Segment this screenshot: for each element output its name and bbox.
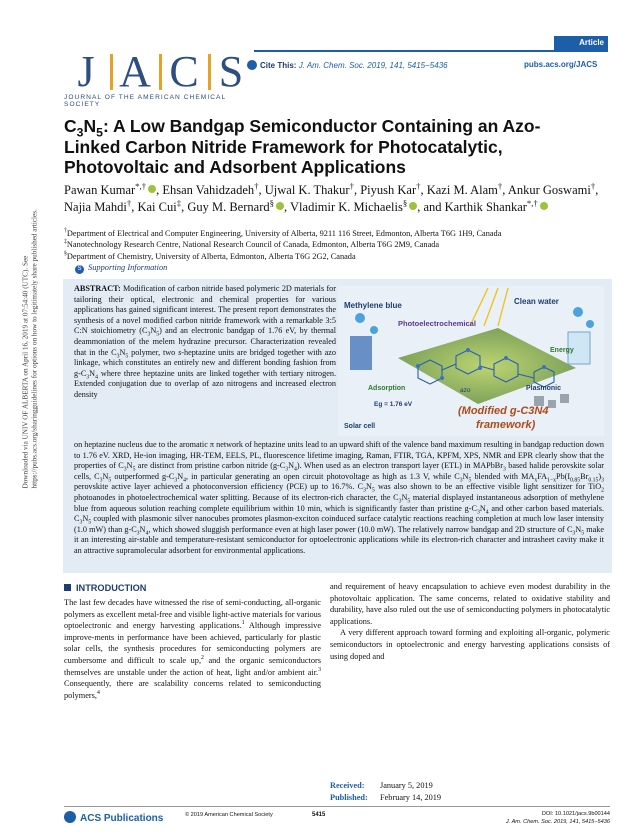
toc-label-solar: Solar cell: [344, 423, 376, 430]
orcid-icon[interactable]: [276, 202, 284, 210]
author-affiliation-mark: *,†: [526, 197, 538, 208]
acs-logo-icon: [64, 811, 76, 823]
logo-subtitle: JOURNAL OF THE AMERICAN CHEMICAL SOCIETY: [64, 94, 226, 108]
affiliation-1: †Department of Electrical and Computer Engineering, University of Alberta, 9211 116 Street, Edmonton, Alberta T6G 1H9, Canada: [64, 228, 502, 238]
article-type-badge: Article: [554, 36, 608, 50]
received-label: Received:: [330, 781, 365, 790]
abstract-text-top: ABSTRACT: Modification of carbon nitride based polymeric 2D materials for tailoring their optical, electronic and chemical properties for various applications has gained significant interest. The present report demonstrates the synthesis of a novel modified carbon nitride framework with a remarkable 3:5 C:N stoichiometry $(C_3N_5)$ and an electronic bandgap of 1.76 eV, by thermal deammoniation of the melem hydrazine precursor. Characterization revealed that in the $C_3N_5$ polymer, two s-heptazine units are bridged together with azo linkage, which constitutes an entirely new and different bonding fashion from $g-C_3N_4$ where three heptazine units are linked together with tertiary nitrogen. Extended conjugation due to overlap of azo nitrogens and increased electron density: [74, 284, 337, 399]
doi-link[interactable]: DOI: 10.1021/jacs.9b00144: [541, 811, 610, 817]
logo-letter-j: J: [77, 47, 95, 96]
toc-label-framework: framework): [476, 419, 536, 431]
download-note: Downloaded via UNIV OF ALBERTA on April 16, 2019 at 07:54:40 (UTC). See https://pubs.acs.org/sharingguidelines for options on how to legitimately share published articles.: [21, 209, 38, 489]
logo-letter-a: A: [119, 47, 151, 96]
journal-url-link[interactable]: pubs.acs.org/JACS: [524, 60, 598, 69]
toc-graphic[interactable]: [338, 286, 604, 436]
intro-column-left: The last few decades have witnessed the rise of semi-conducting, all-organic polymers as excellent metal-free and visible light-active materials for various optoelectronic and energy harvesting applications.$^1$ Although impressive improve-ments in performance have been achieved, particularly for plastic solar cells, the synthesis procedures for semiconducting polymers are cumbersome and difficult to scale up,$^2$ and the organic semiconductors themselves are unstable under the action of heat, light and/or ambient air.$^3$ Consequently, there are scalability concerns related to semiconducting polymers,$^4$: [64, 598, 321, 700]
author-name[interactable]: Piyush Kar†: [360, 180, 421, 197]
acs-publications-logo[interactable]: ACS Publications: [64, 811, 163, 824]
toc-label-photoelectrochemical: Photoelectrochemical: [398, 319, 476, 328]
author-affiliation-mark: †: [126, 197, 132, 208]
author-name[interactable]: Ehsan Vahidzadeh†: [162, 180, 259, 197]
author-affiliation-mark: †: [349, 180, 354, 191]
affiliations: [64, 228, 604, 262]
supporting-information-link[interactable]: S Supporting Information: [75, 263, 167, 274]
orcid-icon[interactable]: [409, 202, 417, 210]
cite-icon: [247, 60, 257, 70]
footer-rule: [64, 806, 610, 807]
author-list: Pawan Kumar*,† , Ehsan Vahidzadeh†, Ujwal K. Thakur†, Piyush Kar†, Kazi M. Alam†, Ankur Goswami†, Najia Mahdi†, Kai Cui‡, Guy M. Bernard§ , Vladimir K. Michaelis§ , and Karthik Shankar*,†: [64, 180, 599, 214]
orcid-icon[interactable]: [540, 202, 548, 210]
methylene-blue-beaker-icon: [350, 336, 372, 370]
supporting-info-icon: S: [75, 265, 84, 274]
jacs-logo[interactable]: [64, 47, 250, 108]
footer-journal-ref: J. Am. Chem. Soc. 2019, 141, 5415−5436: [505, 818, 610, 825]
toc-label-plasmonic: Plasmonic: [526, 385, 562, 392]
author-name[interactable]: and Karthik Shankar*,†: [423, 200, 547, 214]
author-name[interactable]: Kai Cui‡: [137, 197, 182, 214]
doi-block[interactable]: [470, 811, 610, 826]
author-name[interactable]: Guy M. Bernard§: [187, 200, 284, 214]
author-affiliation-mark: †: [497, 180, 503, 191]
author-affiliation-mark: §: [269, 197, 274, 208]
logo-letter-s: S: [218, 47, 244, 96]
published-label: Published:: [330, 793, 368, 802]
logo-letter-c: C: [169, 47, 199, 96]
affiliation-3: §Department of Chemistry, University of Alberta, Edmonton, Alberta T6G 2G2, Canada: [64, 250, 356, 261]
abstract-label: ABSTRACT:: [74, 284, 121, 293]
author-affiliation-mark: ‡: [176, 197, 182, 208]
toc-label-clean-water: Clean water: [514, 297, 559, 306]
author-affiliation-mark: †: [590, 180, 596, 191]
author-affiliation-mark: †: [416, 180, 421, 191]
received-date: January 5, 2019: [380, 781, 433, 790]
affiliation-2: ‡Nanotechnology Research Centre, National Research Council of Canada, Edmonton, Alberta T6G 2M9, Canada: [64, 239, 440, 250]
cite-this-link[interactable]: [247, 60, 448, 70]
article-dates: [330, 780, 441, 804]
page-number: 5415: [312, 812, 326, 818]
orcid-icon[interactable]: [148, 185, 156, 193]
author-affiliation-mark: §: [402, 197, 408, 208]
toc-label-energy: Energy: [550, 347, 574, 354]
author-name[interactable]: Ujwal K. Thakur†: [264, 180, 354, 197]
intro-column-right: [330, 581, 610, 662]
toc-label-azo: azo: [460, 387, 471, 394]
toc-label-methylene-blue: Methylene blue: [344, 301, 402, 310]
intro-paragraph-1: and requirement of heavy encapsulation to achieve even modest durability in the photovoltaic application. The same concerns, related to oxidative stability and durability, have also ruled out the use of semiconducting polymers in photocatalytic applications.: [330, 582, 610, 626]
author-name[interactable]: Ankur Goswami†: [507, 180, 596, 197]
copyright-notice: © 2019 American Chemical Society: [185, 812, 273, 818]
intro-paragraph-2: A very different approach toward forming and exploiting all-organic, polymeric semiconductors in optoelectronic and energy harvesting applications consists of using doped and: [330, 628, 610, 661]
cite-reference: J. Am. Chem. Soc. 2019, 141, 5415−5436: [298, 61, 448, 70]
author-name[interactable]: Pawan Kumar*,†: [64, 183, 156, 197]
author-name[interactable]: Kazi M. Alam†: [426, 180, 503, 197]
cite-label: Cite This:: [260, 61, 297, 70]
toc-label-modified: (Modified g-C3N4: [458, 405, 549, 417]
toc-label-adsorption: Adsorption: [368, 385, 406, 392]
published-date: February 14, 2019: [380, 793, 442, 802]
author-affiliation-mark: †: [254, 180, 259, 191]
section-heading-introduction: INTRODUCTION: [64, 583, 146, 593]
toc-label-bandgap: Eg = 1.76 eV: [374, 401, 413, 408]
section-square-icon: [64, 584, 71, 591]
author-affiliation-mark: *,†: [135, 180, 147, 191]
header-rule: [254, 50, 608, 52]
author-name[interactable]: Najia Mahdi†: [64, 197, 132, 214]
article-title: $C_3N_5$: A Low Bandgap Semiconductor Containing an Azo-Linked Carbon Nitride Framework for Photocatalytic, Photovoltaic and Adsorbent Applications: [64, 116, 541, 177]
abstract-text-bottom: on heptazine nucleus due to the aromatic π network of heptazine units lead to an upward shift of the valence band maximum resulting in bandgap reduction down to 1.76 eV. XRD, He-ion imaging, HR-TEM, EELS, PL, fluorescence lifetime imaging, Raman, FTIR, TGA, KPFM, XPS, NMR and EPR clearly show that the properties of $C_3N_5$ are distinct from pristine carbon nitride $(g-C_3N_4)$. When used as an electron transport layer (ETL) in MAPbBr$_3$ based halide perovskite solar cells, $C_3N_5$ outperformed $g-C_3N_4$, in particular generating an open circuit photovoltage as high as 1.3 V, while $C_3N_5$ blended with $MA_xFA_{1-x}Pb(I_{0.85}Br_{0.15})_3$ perovskite active layer achieved a photoconversion efficiency (PCE) up to 16.7%. $C_3N_5$ was also shown to be an effective visible light sensitizer for TiO$_2$ photoanodes in photoelectrochemical water splitting. Because of its electron-rich character, the $C_3N_5$ material displayed instantaneous adsorption of methylene blue from aqueous solution reaching complete equilibrium within 10 min, which is significantly faster than pristine $g-C_3N_4$ and other carbon based materials. $C_3N_5$ coupled with plasmonic silver nanocubes promotes plasmon-exciton coinduced surface catalytic reactions reaching completion at much low laser intensity (1.0 mW) than $g-C_3N_4$, which showed sluggish performance even at high laser power (10.0 mW). The relatively narrow bandgap and 2D structure of $C_3N_5$ make it an interesting air-stable and temperature-resistant semiconductor for optoelectronic applications while its electron-rich character and intrasheet cavity make it an attractive supramolecular adsorbent for environmental applications.: [74, 440, 605, 555]
author-name[interactable]: Vladimir K. Michaelis§: [290, 200, 417, 214]
